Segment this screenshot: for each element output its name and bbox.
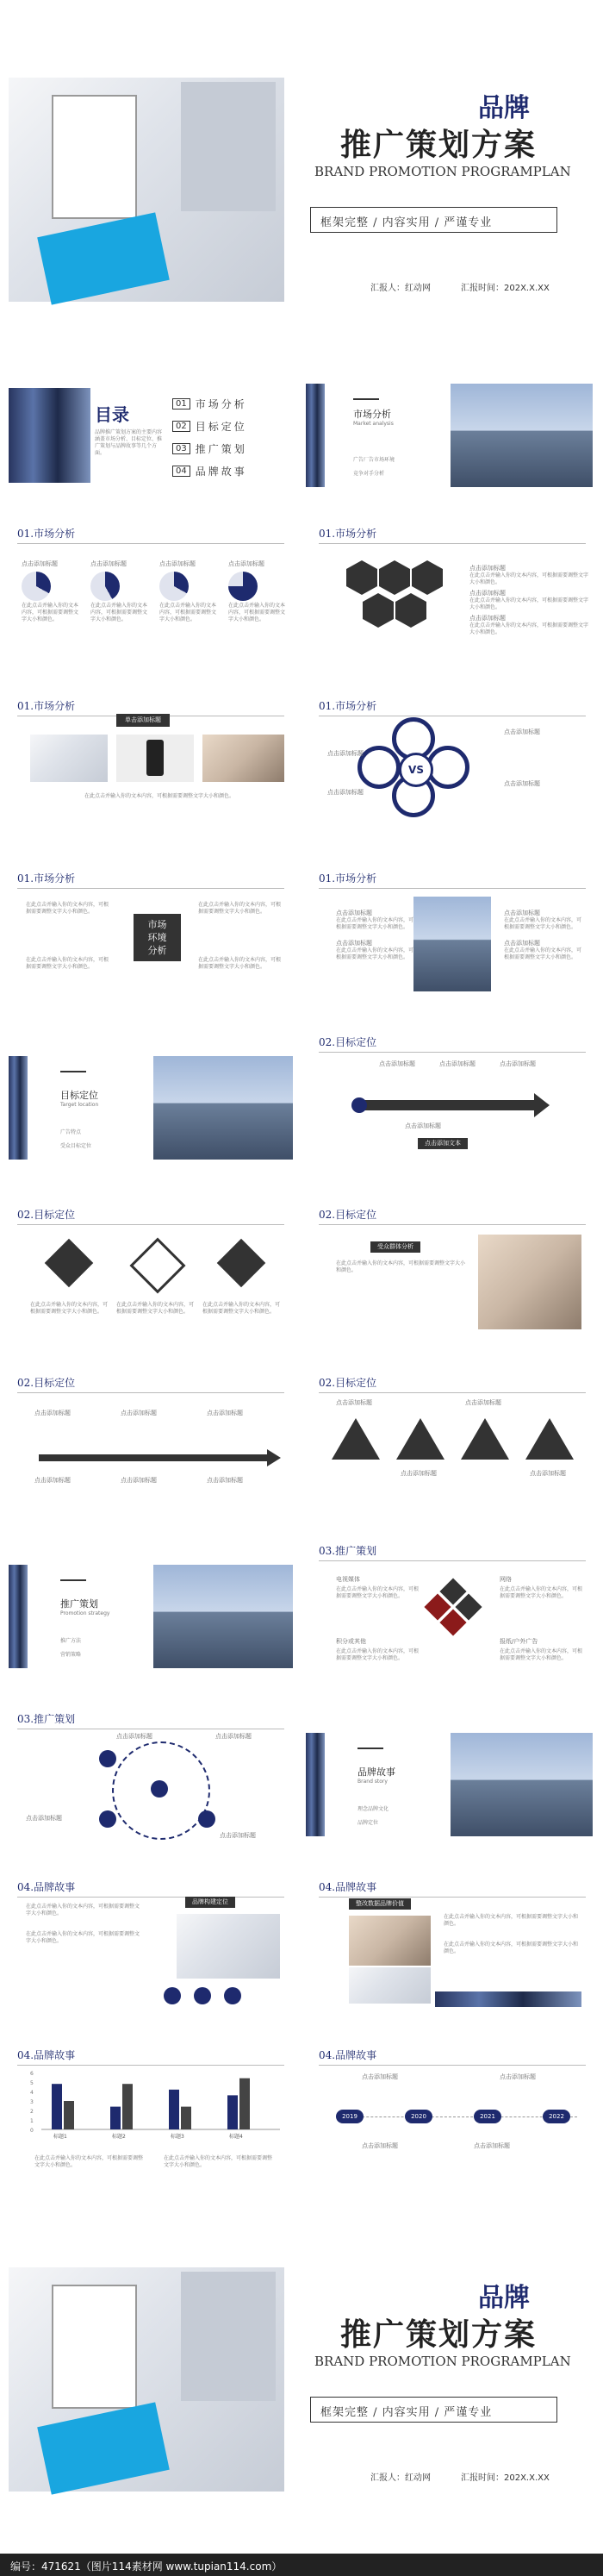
channel-label: 积分或其他: [336, 1638, 366, 1645]
cover-date: 汇报时间：202X.X.XX: [461, 2473, 550, 2483]
brand-value-photo: [349, 1967, 431, 2004]
section2-strip: [9, 1056, 28, 1160]
cover-title-main: 推广策划方案: [340, 2317, 538, 2353]
ring-label: 点击添加标题: [116, 1733, 152, 1740]
hex-item-title: 点击添加标题: [469, 565, 506, 572]
diamond-text: 在此点击并输入你的文本内容，可根据需要调整文字大小和颜色。: [30, 1302, 109, 1315]
photo-tile: [202, 735, 284, 782]
channel-label: 电视媒体: [336, 1576, 360, 1583]
market-hex-slide: [319, 526, 594, 655]
pie-desc: 在此点击并输入你的文本内容，可根据需要调整文字大小和颜色。: [159, 603, 217, 622]
cover-title-big: 品牌: [478, 2283, 530, 2313]
toc-item-label: 品牌故事: [195, 465, 247, 478]
blue-folder: [37, 212, 170, 304]
photo-text-right: [504, 910, 586, 961]
y-tick-label: 0: [30, 2128, 34, 2134]
section1-p2: 竞争对手分析: [353, 471, 385, 477]
hexagon: [412, 560, 443, 595]
section4-p1: 理念品牌文化: [357, 1806, 389, 1812]
hex-text-list: [469, 565, 590, 636]
year-node: 2020: [405, 2110, 432, 2123]
env-text: 在此点击并输入你的文本内容，可根据需要调整文字大小和颜色。: [26, 902, 109, 915]
x-tick-label: 标题4: [229, 2134, 243, 2140]
section4-bar: [357, 1748, 383, 1749]
hexagon: [379, 560, 410, 595]
photos-desc: 在此点击并输入你的文本内容，可根据需要调整文字大小和颜色。: [84, 793, 234, 799]
brand-value-text: 在此点击并输入你的文本内容，可根据需要调整文字大小和颜色。: [444, 1914, 579, 1927]
pie-desc: 在此点击并输入你的文本内容，可根据需要调整文字大小和颜色。: [90, 603, 148, 622]
tri-label: 点击添加标题: [336, 1399, 372, 1406]
year-node: 2021: [474, 2110, 501, 2123]
section2-title: 目标定位: [60, 1090, 98, 1101]
section1-bar: [353, 398, 379, 400]
timeline-label: 点击添加标题: [121, 1477, 157, 1484]
toc-title: 目录: [95, 404, 129, 425]
brand-build-photo: [177, 1914, 280, 1979]
market-env-slide: [17, 871, 293, 1000]
year-label: 点击添加标题: [362, 2073, 398, 2080]
diamond: [129, 1237, 185, 1293]
channel-text: 在此点击并输入你的文本内容，可根据需要调整文字大小和颜色。: [336, 1586, 420, 1599]
section1-sub: Market analysis: [353, 421, 394, 427]
x-tick-label: 标题2: [112, 2134, 126, 2140]
vs-title: 点击添加标题: [327, 750, 364, 757]
vs-title: 点击添加标题: [504, 728, 540, 735]
env-text: 在此点击并输入你的文本内容，可根据需要调整文字大小和颜色。: [198, 957, 282, 970]
y-tick-label: 5: [30, 2080, 34, 2086]
slide-header: 03.推广策划: [319, 1543, 586, 1561]
pie-card: [159, 560, 220, 623]
slide-header: 01.市场分析: [319, 698, 586, 716]
slide-header: 01.市场分析: [319, 871, 586, 889]
year-node: 2022: [543, 2110, 570, 2123]
promo-circle-slide: [17, 1711, 293, 1854]
brand-icon: [224, 1987, 241, 2004]
target-triangle-slide: [319, 1375, 594, 1504]
hexagon: [395, 593, 426, 628]
toc-list: [172, 392, 293, 482]
diamond: [45, 1239, 94, 1288]
section1-p1: 广告厂告市场环境: [353, 457, 395, 463]
brand-value-strip: [435, 1991, 581, 2007]
clipboard: [52, 2285, 137, 2409]
section4-photo: [451, 1733, 593, 1836]
laptop: [181, 82, 276, 211]
phone-tile: [116, 735, 194, 782]
slide-header: 04.品牌故事: [319, 2048, 586, 2066]
brand-value-slide: [319, 1879, 594, 2022]
item-title: 点击添加标题: [504, 940, 540, 947]
x-tick-label: 标题1: [53, 2134, 67, 2140]
market-pies-slide: [17, 526, 293, 655]
x-tick-label: 标题3: [171, 2134, 184, 2140]
vs-title: 点击添加标题: [504, 780, 540, 787]
ring: [357, 746, 401, 789]
toc-item[interactable]: [172, 437, 293, 460]
env-center-line: 分析: [147, 945, 167, 956]
pie-card-title: 点击添加标题: [159, 560, 196, 567]
brand-build-text: 在此点击并输入你的文本内容，可根据需要调整文字大小和颜色。: [26, 1931, 140, 1944]
footer-text: 编号：471621（图片114素材网 www.tupian114.com）: [10, 2560, 283, 2573]
cover-photo: [9, 2267, 284, 2492]
pie-card: [228, 560, 289, 623]
hexagon: [363, 593, 394, 628]
item-text: 在此点击并输入你的文本内容，可根据需要调整文字大小和颜色。: [504, 947, 582, 960]
slide-header: 01.市场分析: [319, 526, 586, 544]
hex-item-text: 在此点击并输入你的文本内容，可根据需要调整文字大小和颜色。: [469, 572, 589, 585]
section4-slide: [306, 1729, 594, 1849]
slide-header: 02.目标定位: [319, 1375, 586, 1393]
section1-photo: [451, 384, 593, 487]
env-center-box: [134, 914, 181, 961]
toc-item-num: 03: [172, 443, 190, 454]
cover-title-en: BRAND PROMOTION PROGRAMPLAN: [314, 2354, 571, 2369]
toc-item-num: 02: [172, 421, 190, 432]
brand-build-text: 在此点击并输入你的文本内容，可根据需要调整文字大小和颜色。: [26, 1904, 140, 1916]
section1-strip: [306, 384, 325, 487]
bar-desc: 在此点击并输入你的文本内容，可根据需要调整文字大小和颜色。: [34, 2155, 144, 2168]
section3-bar: [60, 1579, 86, 1581]
brand-value-text: 在此点击并输入你的文本内容，可根据需要调整文字大小和颜色。: [444, 1941, 579, 1954]
single-title-tag: 单击添加标题: [116, 714, 170, 727]
section4-title: 品牌故事: [357, 1766, 395, 1778]
slide-header: 02.目标定位: [17, 1207, 284, 1225]
bar: [227, 2095, 238, 2129]
market-vs-slide: [319, 698, 594, 828]
item-title: 点击添加标题: [336, 940, 372, 947]
brand-value-tag: 整改数据品牌价值: [349, 1898, 411, 1910]
env-text: 在此点击并输入你的文本内容，可根据需要调整文字大小和颜色。: [198, 902, 282, 915]
toc-item[interactable]: [172, 460, 293, 482]
audience-slide: [319, 1207, 594, 1336]
section3-sub: Promotion strategy: [60, 1610, 110, 1616]
channel-text: 在此点击并输入你的文本内容，可根据需要调整文字大小和颜色。: [500, 1586, 583, 1599]
arrow-head: [534, 1093, 550, 1117]
cover-reporter: 汇报人：红动网: [370, 284, 431, 293]
timeline-arrow: [267, 1449, 281, 1466]
toc-intro: 品牌推广策划方案的主要内容涵盖市场分析、目标定位、推广策划与品牌故事等几个方面。: [95, 429, 163, 456]
cover-tagline: 框架完整 / 内容实用 / 严谨专业: [320, 216, 493, 229]
cover-slide-bottom: [0, 2259, 603, 2517]
triangle: [332, 1418, 380, 1460]
brand-icon: [164, 1987, 181, 2004]
arrow-tag: 点击添加文本: [418, 1138, 468, 1149]
y-tick-label: 4: [30, 2090, 34, 2096]
blue-folder: [37, 2402, 170, 2494]
slide-header: 04.品牌故事: [319, 1879, 586, 1898]
toc-item-num: 01: [172, 398, 190, 410]
pie-card-title: 点击添加标题: [22, 560, 58, 567]
toc-item[interactable]: [172, 392, 293, 415]
timeline-label: 点击添加标题: [207, 1477, 243, 1484]
item-title: 点击添加标题: [336, 910, 372, 916]
slide-header: 02.目标定位: [319, 1035, 586, 1053]
vs-title: 点击添加标题: [327, 789, 364, 796]
market-photos-slide: [17, 698, 293, 828]
audience-photo: [478, 1235, 581, 1329]
section2-photo: [153, 1056, 293, 1160]
slide-header: 04.品牌故事: [17, 2048, 284, 2066]
diamond-text: 在此点击并输入你的文本内容，可根据需要调整文字大小和颜色。: [116, 1302, 195, 1315]
section4-strip: [306, 1733, 325, 1836]
hex-item-text: 在此点击并输入你的文本内容，可根据需要调整文字大小和颜色。: [469, 597, 589, 610]
pie-card-title: 点击添加标题: [90, 560, 127, 567]
timeline-label: 点击添加标题: [207, 1410, 243, 1416]
tri-label: 点击添加标题: [401, 1470, 437, 1477]
bar-desc: 在此点击并输入你的文本内容，可根据需要调整文字大小和颜色。: [164, 2155, 273, 2168]
channel-text: 在此点击并输入你的文本内容，可根据需要调整文字大小和颜色。: [336, 1648, 420, 1661]
item-text: 在此点击并输入你的文本内容，可根据需要调整文字大小和颜色。: [336, 917, 414, 930]
timeline-bar: [39, 1454, 267, 1461]
cover-reporter: 汇报人：红动网: [370, 2473, 431, 2483]
section3-strip: [9, 1565, 28, 1668]
env-text: 在此点击并输入你的文本内容，可根据需要调整文字大小和颜色。: [26, 957, 109, 970]
cover-title-big: 品牌: [478, 93, 530, 123]
vs-badge: VS: [399, 753, 433, 787]
center-photo: [413, 897, 491, 991]
section2-bar: [60, 1071, 86, 1072]
section4-sub: Brand story: [357, 1779, 388, 1785]
env-center-line: 市场: [147, 919, 167, 930]
triangle: [396, 1418, 444, 1460]
brand-icon: [194, 1987, 211, 2004]
triangle: [461, 1418, 509, 1460]
year-label: 点击添加标题: [474, 2142, 510, 2149]
tri-label: 点击添加标题: [465, 1399, 501, 1406]
pie-chart: [22, 572, 51, 601]
section2-p2: 受众目标定位: [60, 1143, 92, 1149]
bar: [169, 2090, 179, 2129]
pie-chart: [159, 572, 189, 601]
photo-tile: [30, 735, 108, 782]
section2-sub: Target location: [60, 1102, 99, 1108]
cover-tagline: 框架完整 / 内容实用 / 严谨专业: [320, 2406, 493, 2419]
section3-title: 推广策划: [60, 1598, 98, 1610]
cover-title-en: BRAND PROMOTION PROGRAMPLAN: [314, 164, 571, 179]
channel-label: 网络: [500, 1576, 512, 1583]
year-label: 点击添加标题: [362, 2142, 398, 2149]
slide-header: 02.目标定位: [319, 1207, 586, 1225]
brand-build-tag: 品牌构建定位: [185, 1897, 235, 1908]
arrow-start: [351, 1097, 367, 1113]
section3-p2: 营销策略: [60, 1652, 82, 1658]
section3-slide: [9, 1560, 293, 1681]
ring-label: 点击添加标题: [215, 1733, 252, 1740]
section3-photo: [153, 1565, 293, 1668]
cover-title-main: 推广策划方案: [340, 127, 538, 163]
y-tick-label: 3: [30, 2099, 34, 2105]
item-text: 在此点击并输入你的文本内容，可根据需要调整文字大小和颜色。: [504, 917, 582, 930]
toc-item-label: 目标定位: [195, 420, 247, 433]
section1-title: 市场分析: [353, 409, 391, 420]
arrow-label: 点击添加标题: [379, 1060, 415, 1067]
item-title: 点击添加标题: [504, 910, 540, 916]
section1-slide: [306, 379, 594, 500]
audience-text: 在此点击并输入你的文本内容，可根据需要调整文字大小和颜色。: [336, 1260, 466, 1273]
bar-chart-slide: [17, 2048, 293, 2185]
slide-header: 01.市场分析: [17, 871, 284, 889]
timeline-label: 点击添加标题: [34, 1410, 71, 1416]
bar-chart: [26, 2069, 284, 2142]
ring-node: [198, 1810, 215, 1828]
market-photo-slide: [319, 871, 594, 1000]
bar: [181, 2107, 191, 2129]
arrow-label: 点击添加标题: [405, 1122, 441, 1129]
toc-item-label: 市场分析: [195, 397, 247, 410]
target-arrow-slide: [319, 1035, 594, 1164]
toc-item[interactable]: [172, 415, 293, 437]
year-timeline-slide: [319, 2048, 594, 2185]
section2-slide: [9, 1052, 293, 1172]
brand-build-slide: [17, 1879, 293, 2022]
cover-slide-top: [0, 69, 603, 328]
section4-p2: 品牌定位: [357, 1820, 379, 1826]
hexagon: [346, 560, 377, 595]
env-center-line: 环境: [147, 932, 167, 943]
slide-header: 04.品牌故事: [17, 1879, 284, 1898]
cover-date: 汇报时间：202X.X.XX: [461, 284, 550, 293]
target-timeline-slide: [17, 1375, 293, 1504]
section2-p1: 广告特点: [60, 1129, 82, 1135]
cover-photo: [9, 78, 284, 302]
photo-text-left: [336, 910, 418, 961]
pie-chart: [228, 572, 258, 601]
pie-card: [22, 560, 82, 623]
bar: [64, 2101, 74, 2129]
hex-item-text: 在此点击并输入你的文本内容，可根据需要调整文字大小和颜色。: [469, 622, 589, 635]
year-label: 点击添加标题: [500, 2073, 536, 2080]
section3-p1: 推广方法: [60, 1638, 82, 1644]
slide-header: 01.市场分析: [17, 526, 284, 544]
pie-desc: 在此点击并输入你的文本内容，可根据需要调整文字大小和颜色。: [22, 603, 79, 622]
pie-desc: 在此点击并输入你的文本内容，可根据需要调整文字大小和颜色。: [228, 603, 286, 622]
item-text: 在此点击并输入你的文本内容，可根据需要调整文字大小和颜色。: [336, 947, 414, 960]
channel-label: 报纸/户外广告: [500, 1638, 538, 1645]
y-tick-label: 6: [30, 2071, 34, 2077]
toc-item-num: 04: [172, 466, 190, 477]
promo-channels-slide: [319, 1543, 594, 1690]
pie-card: [90, 560, 151, 623]
slide-header: 02.目标定位: [17, 1375, 284, 1393]
triangle: [525, 1418, 574, 1460]
pie-card-title: 点击添加标题: [228, 560, 264, 567]
hex-item-title: 点击添加标题: [469, 615, 506, 622]
year-node: 2019: [336, 2110, 364, 2123]
slide-header: 03.推广策划: [17, 1711, 284, 1729]
timeline-label: 点击添加标题: [34, 1477, 71, 1484]
arrow-label: 点击添加标题: [439, 1060, 476, 1067]
ring-label: 点击添加标题: [220, 1832, 256, 1839]
toc-photo: [9, 388, 90, 483]
audience-tag: 受众群体分析: [370, 1241, 420, 1253]
diamond: [217, 1239, 266, 1288]
bar: [110, 2107, 121, 2129]
slide-header: 01.市场分析: [17, 698, 284, 716]
diamond-text: 在此点击并输入你的文本内容，可根据需要调整文字大小和颜色。: [202, 1302, 281, 1315]
channel-text: 在此点击并输入你的文本内容，可根据需要调整文字大小和颜色。: [500, 1648, 583, 1661]
laptop: [181, 2272, 276, 2401]
bar: [239, 2079, 250, 2129]
ring-node: [99, 1810, 116, 1828]
hex-item-title: 点击添加标题: [469, 590, 506, 597]
tri-label: 点击添加标题: [530, 1470, 566, 1477]
target-diamond-slide: [17, 1207, 293, 1336]
clipboard: [52, 95, 137, 219]
y-tick-label: 2: [30, 2109, 34, 2115]
ring-label: 点击添加标题: [26, 1815, 62, 1822]
hexagon-cluster: [345, 560, 457, 629]
y-tick-label: 1: [30, 2118, 34, 2124]
ring-node: [99, 1750, 116, 1767]
toc-item-label: 推广策划: [195, 442, 247, 455]
year-line: [336, 2116, 577, 2118]
timeline-label: 点击添加标题: [121, 1410, 157, 1416]
pie-chart: [90, 572, 120, 601]
toc-slide: [9, 379, 293, 500]
arrow-band: [362, 1100, 534, 1110]
bar: [52, 2084, 62, 2129]
ring-node: [151, 1780, 168, 1798]
brand-value-photo: [349, 1916, 431, 1966]
bar: [122, 2084, 133, 2129]
arrow-label: 点击添加标题: [500, 1060, 536, 1067]
